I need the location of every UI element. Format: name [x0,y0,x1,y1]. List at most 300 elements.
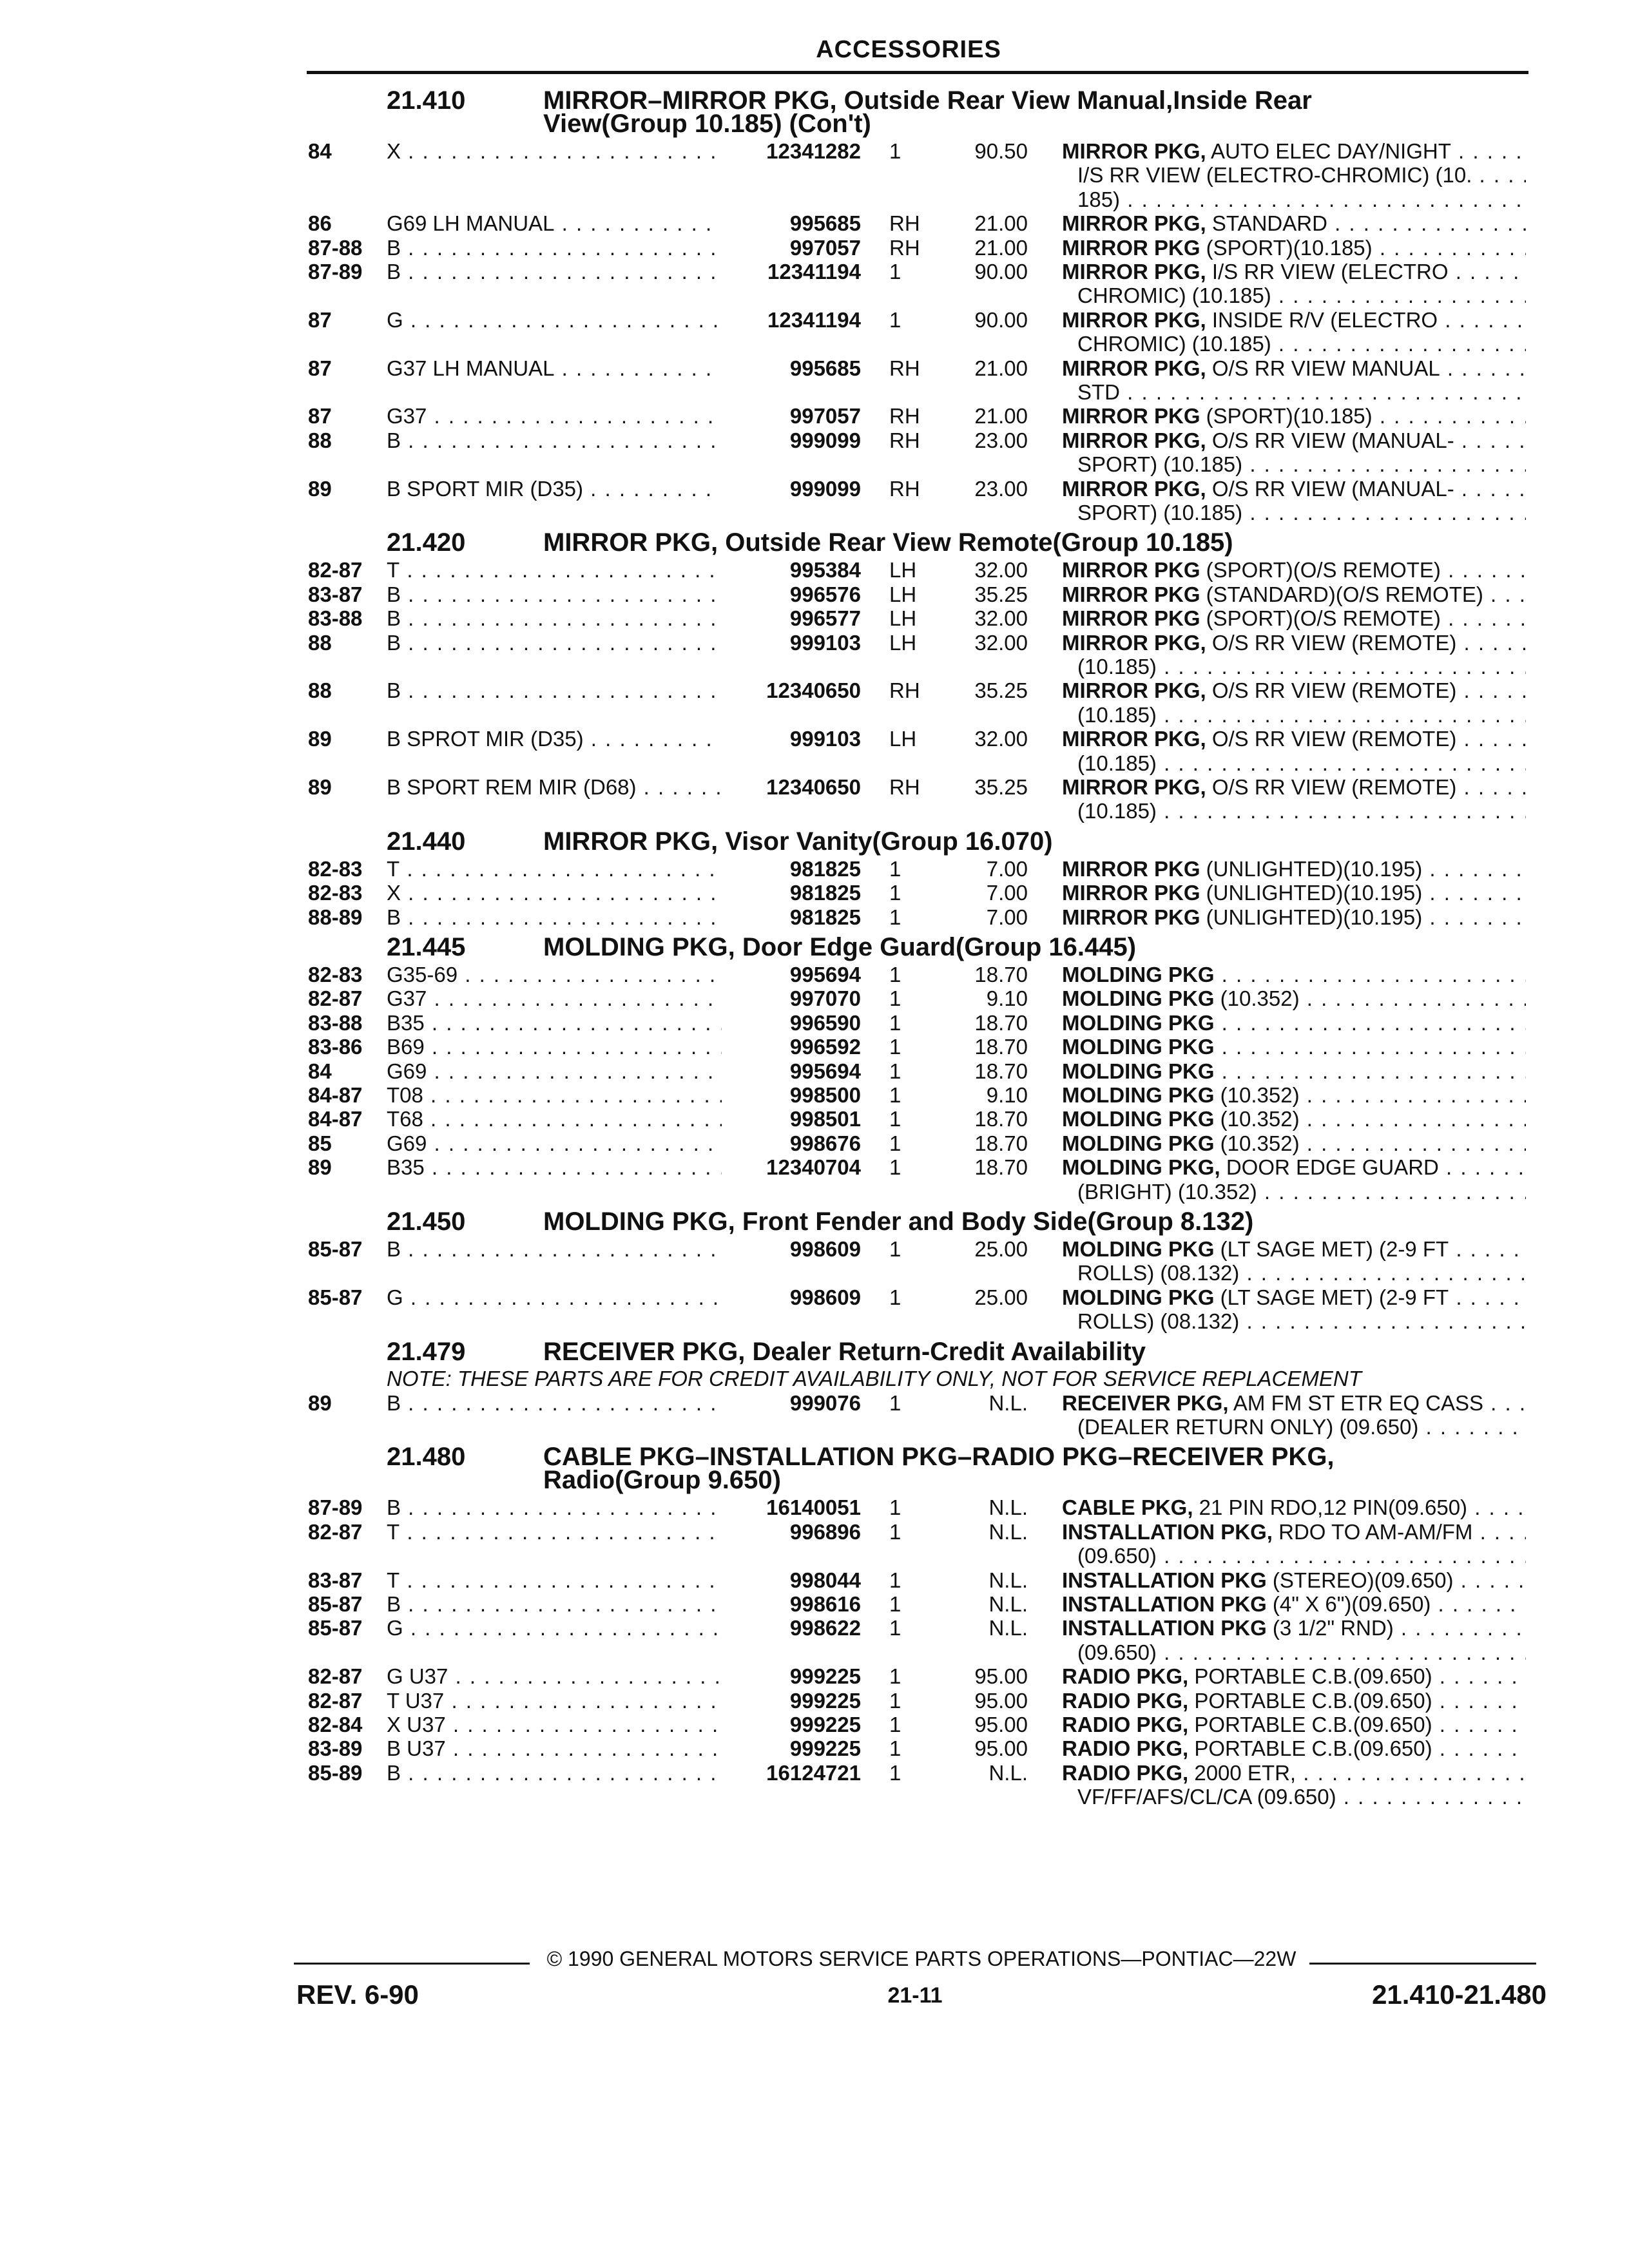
section-title-line: MIRROR PKG, Visor Vanity(Group 16.070) [543,827,1053,856]
model-code: B . . . [387,260,722,284]
section-number: 21.479 [387,1337,466,1366]
model-year: 82-83 [308,881,363,905]
table-row [0,1131,1629,1155]
description-name: RADIO PKG, [1062,1736,1189,1761]
part-number: 981825 [789,905,861,929]
part-number: 996592 [789,1035,861,1059]
table-row [0,857,1629,881]
table-row [0,1495,1629,1519]
quantity: 1 [889,1107,901,1131]
part-number: 12341282 [766,139,861,163]
description-detail: (4" X 6")(09.650) [1266,1592,1431,1616]
description-detail: PORTABLE C.B.(09.650) [1188,1713,1432,1736]
section-number: 21.410 [387,86,466,115]
quantity: RH [889,775,920,799]
model-code: B . . . [387,1592,722,1616]
price: N.L. [988,1390,1028,1415]
part-number: 998622 [789,1616,861,1640]
model-code: G37 . . . [387,404,722,428]
description-name: MIRROR PKG, [1062,775,1206,799]
description [1062,1689,1526,1713]
price: 95.00 [974,1736,1028,1761]
price: 9.10 [986,986,1028,1011]
price: 23.00 [974,476,1028,501]
part-number: 995685 [789,356,861,380]
description [1062,1495,1526,1519]
description-name: MIRROR PKG, [1062,307,1206,332]
model-year: 82-87 [308,1664,363,1689]
quantity: 1 [889,1519,901,1544]
part-number: 996896 [789,1519,861,1544]
quantity: 1 [889,1495,901,1520]
description-name: INSTALLATION PKG, [1062,1519,1273,1544]
quantity: 1 [889,1285,901,1309]
section-number: 21.445 [387,933,466,961]
price: 18.70 [974,1035,1028,1059]
price: 9.10 [986,1083,1028,1107]
description-detail: PORTABLE C.B.(09.650) [1188,1688,1432,1713]
description-detail: (10.352) [1214,1083,1300,1107]
model-year: 82-87 [308,986,363,1011]
section-title [543,528,1523,557]
model-year: 89 [308,727,332,751]
description-name: RADIO PKG, [1062,1688,1189,1713]
table-row-continuation [0,187,1629,211]
description-name: MIRROR PKG [1062,558,1200,582]
price: 95.00 [974,1688,1028,1713]
table-row-continuation [0,1180,1629,1204]
description-detail: O/S RR VIEW (REMOTE) [1206,630,1457,655]
model-code: B . . . [387,236,722,260]
model-year: 83-89 [308,1736,363,1761]
model-year: 85 [308,1131,332,1155]
model-code: X U37 . . . [387,1713,722,1736]
model-year: 89 [308,1390,332,1415]
model-year: 87 [308,307,332,332]
description-detail: (SPORT)(O/S REMOTE) [1200,606,1441,631]
table-row [0,404,1629,428]
price: 35.25 [974,678,1028,703]
model-year: 88-89 [308,905,363,929]
description [1062,1592,1526,1616]
description-name: MIRROR PKG, [1062,211,1206,236]
table-row-continuation [0,1309,1629,1333]
table-row-continuation [0,452,1629,476]
part-number: 995384 [789,558,861,582]
price: N.L. [988,1568,1028,1592]
description-detail: (SPORT)(10.185) [1200,235,1373,260]
model-year: 84-87 [308,1107,363,1131]
description-detail: O/S RR VIEW (MANUAL- [1206,476,1454,501]
part-number: 12341194 [767,260,861,284]
model-code: B . . . [387,428,722,452]
quantity: RH [889,211,920,236]
quantity: 1 [889,307,901,332]
price: 90.00 [974,260,1028,284]
model-year: 86 [308,211,332,236]
description-detail: 2000 ETR, [1188,1760,1296,1785]
description [1062,1107,1526,1131]
description-continuation: CHROMIC) (10.185) . . . [1077,284,1526,307]
description [1062,1520,1526,1544]
quantity: 1 [889,1760,901,1785]
part-number: 999225 [789,1688,861,1713]
description-detail: O/S RR VIEW (REMOTE) [1206,678,1457,703]
table-row [0,356,1629,380]
description-name: INSTALLATION PKG [1062,1568,1267,1592]
model-year: 85-89 [308,1760,363,1785]
table-row [0,1616,1629,1640]
model-code: B U37 . . . [387,1736,722,1760]
description [1062,260,1526,284]
description [1062,1083,1526,1107]
part-number: 995694 [789,963,861,986]
quantity: RH [889,428,920,452]
description [1062,905,1526,929]
description-continuation: 185) . . . [1077,187,1526,211]
description-continuation: (10.185) . . . [1077,655,1526,678]
quantity: 1 [889,905,901,929]
model-year: 84 [308,1059,332,1083]
price: N.L. [988,1616,1028,1640]
description [1062,1285,1526,1309]
quantity: 1 [889,1664,901,1689]
price: 21.00 [974,211,1028,236]
description-name: MOLDING PKG [1062,963,1215,986]
description [1062,678,1526,702]
model-year: 85-87 [308,1616,363,1640]
part-number: 995685 [789,211,861,236]
model-year: 82-83 [308,963,363,986]
description-detail: STANDARD [1206,211,1327,236]
description-detail: DOOR EDGE GUARD [1220,1155,1439,1180]
description [1062,775,1526,799]
table-row [0,1736,1629,1760]
description-continuation: VF/FF/AFS/CL/CA (09.650) . . . [1077,1785,1526,1809]
model-year: 83-87 [308,582,363,606]
quantity: 1 [889,1736,901,1761]
model-year: 83-87 [308,1568,363,1592]
model-year: 82-87 [308,1688,363,1713]
price: 18.70 [974,1155,1028,1180]
table-row [0,678,1629,702]
description [1062,1155,1526,1179]
section-title-line: RECEIVER PKG, Dealer Return-Credit Availability [543,1337,1146,1366]
description-detail: O/S RR VIEW (REMOTE) [1206,727,1457,751]
description [1062,404,1526,428]
price: 23.00 [974,428,1028,452]
model-code: B . . . [387,1391,722,1415]
quantity: LH [889,582,917,606]
footer-rule-left [294,1963,530,1965]
part-number: 996576 [789,582,861,606]
quantity: RH [889,678,920,703]
part-number: 996590 [789,1010,861,1035]
description [1062,356,1526,380]
model-year: 87 [308,356,332,380]
description-detail: (SPORT)(10.185) [1200,404,1373,428]
description [1062,963,1526,986]
description-name: MIRROR PKG [1062,905,1200,929]
model-year: 83-86 [308,1035,363,1059]
part-number: 999099 [789,428,861,452]
description-detail: (UNLIGHTED)(10.195) [1200,905,1423,929]
section-title [543,827,1523,856]
description-detail: RDO TO AM-AM/FM [1272,1519,1473,1544]
quantity: RH [889,235,920,260]
price: 90.00 [974,307,1028,332]
price: 95.00 [974,1664,1028,1689]
description-continuation: SPORT) (10.185) . . . [1077,452,1526,476]
quantity: 1 [889,1035,901,1059]
header-rule [307,71,1528,74]
table-row [0,1664,1629,1688]
description [1062,308,1526,332]
quantity: LH [889,630,917,655]
model-code: B69 . . . [387,1035,722,1059]
description-detail: (10.352) [1214,1131,1300,1155]
price: 25.00 [974,1285,1028,1309]
model-year: 84 [308,139,332,163]
model-year: 89 [308,476,332,501]
description-detail: I/S RR VIEW (ELECTRO [1206,260,1449,284]
description-name: MOLDING PKG [1062,1010,1215,1035]
part-number: 996577 [789,606,861,631]
table-row [0,1035,1629,1059]
description-name: RADIO PKG, [1062,1664,1189,1689]
description-detail: AUTO ELEC DAY/NIGHT [1206,139,1451,163]
description-continuation: SPORT) (10.185) . . . [1077,501,1526,524]
table-row [0,727,1629,751]
description-continuation: ROLLS) (08.132) . . . [1077,1261,1526,1285]
description [1062,477,1526,501]
description-name: MIRROR PKG, [1062,260,1206,284]
section-title [543,933,1523,961]
quantity: 1 [889,986,901,1011]
part-number: 12341194 [767,307,861,332]
quantity: 1 [889,1390,901,1415]
section-number: 21.450 [387,1207,466,1236]
section-title-line: MIRROR–MIRROR PKG, Outside Rear View Manual,Inside Rear [543,86,1312,115]
description-name: MOLDING PKG, [1062,1155,1220,1180]
table-row-continuation [0,163,1629,187]
section-number: 21.420 [387,528,466,557]
section-title [543,1207,1523,1236]
model-code: X . . . [387,139,722,163]
part-number: 995694 [789,1059,861,1083]
description-name: MIRROR PKG, [1062,356,1206,380]
footer-section-range: 21.410-21.480 [1372,1979,1547,2010]
description-detail: (UNLIGHTED)(10.195) [1200,881,1423,905]
description [1062,1664,1526,1688]
model-code: G37 LH MANUAL . . . [387,356,722,380]
description-detail: (STEREO)(09.650) [1266,1568,1454,1592]
model-code: B . . . [387,678,722,702]
table-row [0,606,1629,630]
model-code: B35 . . . [387,1155,722,1179]
table-row [0,1237,1629,1261]
model-code: B . . . [387,631,722,655]
description-name: RADIO PKG, [1062,1760,1189,1785]
table-row [0,139,1629,163]
description-name: INSTALLATION PKG [1062,1592,1267,1616]
model-code: B SPROT MIR (D35) . . . [387,727,722,751]
description-continuation: (09.650) . . . [1077,1544,1526,1568]
description-detail: (STANDARD)(O/S REMOTE) [1200,582,1483,606]
description-detail: AM FM ST ETR EQ CASS [1228,1390,1484,1415]
model-code: T . . . [387,1520,722,1544]
price: 21.00 [974,356,1028,380]
description-detail: O/S RR VIEW MANUAL [1206,356,1440,380]
description-detail: PORTABLE C.B.(09.650) [1188,1664,1432,1689]
model-code: T U37 . . . [387,1689,722,1713]
table-row-continuation [0,751,1629,775]
description-name: RADIO PKG, [1062,1713,1189,1736]
part-number: 999103 [789,630,861,655]
price: 18.70 [974,963,1028,986]
section-note: NOTE: THESE PARTS ARE FOR CREDIT AVAILABILITY ONLY, NOT FOR SERVICE REPLACEMENT [387,1366,1362,1390]
description-name: MIRROR PKG [1062,404,1200,428]
description [1062,1059,1526,1083]
table-row-continuation [0,1415,1629,1439]
description-detail: O/S RR VIEW (MANUAL- [1206,428,1454,452]
model-year: 88 [308,630,332,655]
model-code: G . . . [387,1616,722,1640]
model-code: T68 . . . [387,1107,722,1131]
table-row [0,1011,1629,1035]
table-row [0,1568,1629,1592]
table-row [0,1520,1629,1544]
quantity: LH [889,727,917,751]
price: 25.00 [974,1237,1028,1261]
model-code: G35-69 . . . [387,963,722,986]
table-row-continuation [0,1544,1629,1568]
model-code: T08 . . . [387,1083,722,1107]
quantity: RH [889,476,920,501]
description-detail: (SPORT)(O/S REMOTE) [1200,558,1441,582]
table-row [0,905,1629,929]
table-row [0,1285,1629,1309]
table-row [0,260,1629,284]
section-title-line: MOLDING PKG, Front Fender and Body Side(Group 8.132) [543,1207,1254,1236]
price: N.L. [988,1495,1028,1520]
description-name: MIRROR PKG [1062,235,1200,260]
model-code: G69 . . . [387,1131,722,1155]
quantity: 1 [889,856,901,881]
quantity: 1 [889,1237,901,1261]
model-code: G37 . . . [387,986,722,1010]
table-row-continuation [0,380,1629,404]
description-detail: INSIDE R/V (ELECTRO [1206,307,1438,332]
table-row [0,477,1629,501]
quantity: 1 [889,1059,901,1083]
model-code: T . . . [387,1568,722,1592]
model-code: B35 . . . [387,1011,722,1035]
description-name: MOLDING PKG [1062,1059,1215,1083]
part-number: 999103 [789,727,861,751]
section-title-line: MOLDING PKG, Door Edge Guard(Group 16.445) [543,933,1137,961]
part-number: 998609 [789,1285,861,1309]
description-name: MIRROR PKG, [1062,727,1206,751]
section-title-line: CABLE PKG–INSTALLATION PKG–RADIO PKG–RECEIVER PKG, [543,1443,1335,1472]
table-row [0,428,1629,452]
description [1062,1736,1526,1760]
description-name: RECEIVER PKG, [1062,1390,1229,1415]
model-year: 87 [308,404,332,428]
description [1062,986,1526,1010]
description-detail: (LT SAGE MET) (2-9 FT [1214,1237,1449,1261]
model-year: 82-87 [308,558,363,582]
section-title-line: View(Group 10.185) (Con't) [543,110,871,138]
price: 7.00 [986,905,1028,929]
table-row [0,1107,1629,1131]
description-detail: O/S RR VIEW (REMOTE) [1206,775,1457,799]
model-year: 89 [308,775,332,799]
table-row [0,986,1629,1010]
model-code: G U37 . . . [387,1664,722,1688]
description [1062,1131,1526,1155]
quantity: LH [889,606,917,631]
model-year: 83-88 [308,606,363,631]
price: 7.00 [986,856,1028,881]
part-number: 998500 [789,1083,861,1107]
table-row [0,881,1629,905]
section-title [543,1337,1523,1366]
model-year: 83-88 [308,1010,363,1035]
description [1062,1713,1526,1736]
description [1062,1035,1526,1059]
description-detail: (10.352) [1214,1107,1300,1131]
price: N.L. [988,1519,1028,1544]
model-year: 82-83 [308,856,363,881]
part-number: 999225 [789,1664,861,1689]
part-number: 998676 [789,1131,861,1155]
table-row [0,1689,1629,1713]
description-continuation: (10.185) . . . [1077,799,1526,823]
model-year: 82-87 [308,1519,363,1544]
model-code: B . . . [387,582,722,606]
part-number: 998501 [789,1107,861,1131]
table-row [0,211,1629,235]
description [1062,1237,1526,1261]
model-code: T . . . [387,558,722,582]
description-continuation: ROLLS) (08.132) . . . [1077,1309,1526,1333]
model-code: B . . . [387,1761,722,1785]
model-year: 85-87 [308,1285,363,1309]
quantity: 1 [889,1592,901,1616]
part-number: 16140051 [766,1495,861,1520]
part-number: 997057 [789,235,861,260]
description [1062,857,1526,881]
part-number: 997057 [789,404,861,428]
table-row [0,963,1629,986]
price: N.L. [988,1760,1028,1785]
part-number: 999225 [789,1713,861,1736]
table-row [0,1592,1629,1616]
quantity: RH [889,356,920,380]
table-row-continuation [0,655,1629,678]
quantity: 1 [889,1616,901,1640]
part-number: 998044 [789,1568,861,1592]
description [1062,236,1526,260]
quantity: LH [889,558,917,582]
section-number: 21.480 [387,1443,466,1472]
description-continuation: (DEALER RETURN ONLY) (09.650) . . . [1077,1415,1526,1439]
section-title [543,86,1523,138]
description [1062,1761,1526,1785]
price: 21.00 [974,404,1028,428]
part-number: 981825 [789,881,861,905]
